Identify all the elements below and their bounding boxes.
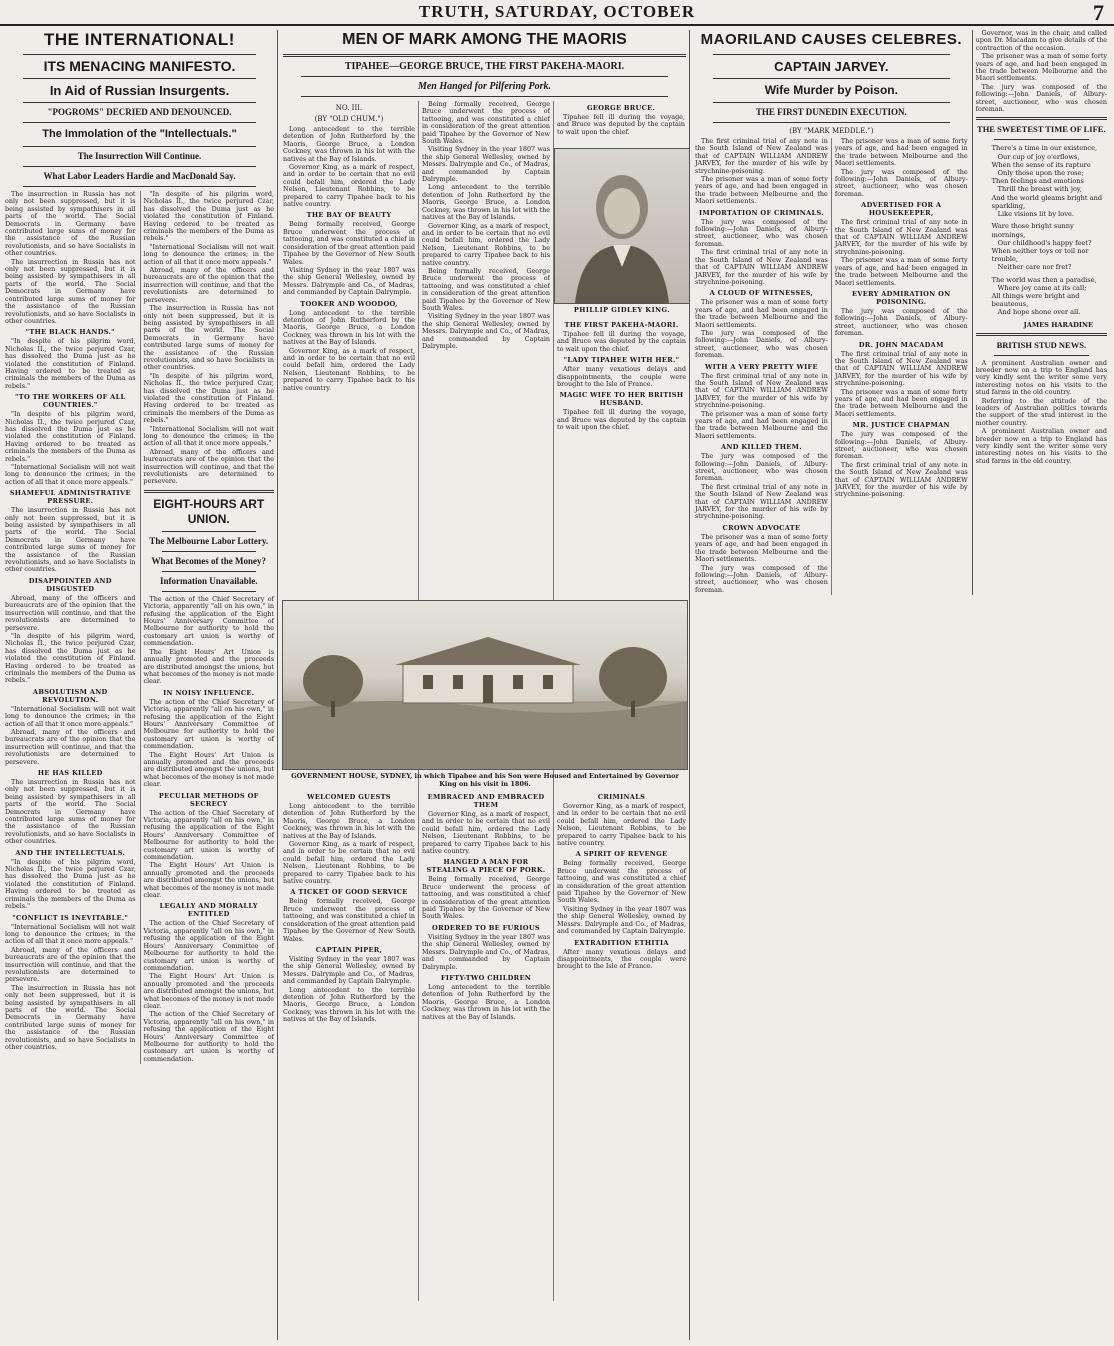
subhead-russian: In Aid of Russian Insurgents. — [49, 83, 230, 98]
paragraph: After many vexatious delays and disappointments, the couple were brought to the Isle of France. — [557, 947, 686, 971]
paragraph: Being formally received, George Bruce underwent the process of tattooing, and was constituted a chief in consideration of the great attention paid Tipahee by the Governor of New South Wales. — [421, 875, 550, 921]
paragraph: Governor King, as a mark of respect, and in order to be certain that no evil could befall him, ordered the Lady Nelson, Lieutenant Robbins, to be prepared to carry Tipahee back to his native country. — [283, 840, 415, 886]
paragraph: The prisoner was a man of some forty years of age, and had been engaged in the trade between Melbourne and the Maori settlements. — [695, 532, 828, 564]
paragraph: Long antecedent to the terrible detention of John Rutherford by the Maoris, George Bruce, a London Cockney, was thrown in his lot with the natives at the Bay of Islands. — [283, 802, 415, 840]
section-heading: ABSOLUTISM AND REVOLUTION. — [32, 687, 108, 704]
paragraph: Long antecedent to the terrible detention of John Rutherford by the Maoris, George Bruce, a London Cockney, was thrown in his lot with the natives at the Bay of Islands. — [283, 985, 415, 1024]
section-heading: CROWN ADVOCATE — [722, 523, 801, 532]
paragraph: Being formally received, George Bruce underwent the process of tattooing, and was constituted a chief in consideration of the great attention paid Tipahee by the Governor of New South Wales. — [557, 859, 686, 905]
section-heading: ADVERTISED FOR A HOUSEKEEPER, — [861, 201, 942, 218]
section-heading: A SPIRIT OF REVENGE — [575, 850, 668, 859]
section-heading: EXTRADITION ETHITIA — [574, 938, 669, 947]
paragraph: "International Socialism will not wait long to denounce the crimes; in the action of all that it once more appeals." — [143, 424, 274, 448]
section-heading: FIFTY-TWO CHILDREN — [440, 973, 532, 982]
section-heading: "CONFLICT IS INEVITABLE." — [12, 913, 129, 922]
series-number: NO. III. — [335, 104, 363, 112]
paragraph: Visiting Sydney in the year 1807 was the ship General Wellesley, owned by Messrs. Dalrymple and Co., of Madras, and commanded by Captain Dalrymple. — [422, 145, 550, 184]
section-heading: CAPTAIN PIPER, — [315, 945, 383, 954]
paragraph: The prisoner was a man of some forty years of age, and had been engaged in the trade between Melbourne and the Maori settlements. — [834, 387, 968, 418]
poem-line: Ware those bright sunny mornings, — [991, 222, 1074, 239]
paragraph: Long antecedent to the terrible detention of John Rutherford by the Maoris, George Bruce, a London Cockney, was thrown in his lot with the natives at the Bay of Islands. — [283, 125, 415, 163]
subhead-money: What Becomes of the Money? — [151, 555, 266, 566]
section-heading: DR. JOHN MACADAM — [858, 340, 944, 349]
newspaper-title: TRUTH, SATURDAY, OCTOBER — [418, 2, 696, 21]
column-international — [2, 30, 278, 1340]
paragraph: The action of the Chief Secretary of Victoria, apparently "all on his own," in refusing the application of the Eight Hours' Anniversary Committee of Melbourne for authority to hold the customary art union is worthy of commendation. — [143, 594, 274, 648]
section-heading: SHAMEFUL ADMINISTRATIVE PRESSURE. — [9, 489, 131, 506]
paragraph: The Eight Hours' Art Union is annually promoted and the proceeds are distributed amongst the unions, but what becomes of the money is not made clear. — [143, 647, 274, 686]
paragraph: The jury was composed of the following:—John Daniels, of Albury-street, auctioneer, who was chosen foreman. — [975, 82, 1107, 114]
paragraph: "International Socialism will not wait long to denounce the crimes; in the action of all that it once more appeals." — [143, 242, 274, 266]
paragraph: "International Socialism will not wait long to denounce the crimes; in the action of all that it once more appeals." — [5, 463, 136, 486]
paragraph: Visiting Sydney in the year 1807 was the ship General Wellesley, owned by Messrs. Dalrymple and Co., of Madras, and commanded by Captain Dalrymple. — [422, 312, 550, 350]
paragraph: The action of the Chief Secretary of Victoria, apparently "all on his own," in refusing the application of the Eight Hours' Anniversary Committee of Melbourne for authority to hold the customary art union is worthy of commendation. — [143, 1010, 274, 1063]
subhead-pork: Men Hanged for Pilfering Pork. — [417, 81, 552, 92]
poem-title: THE SWEETEST TIME OF LIFE. — [977, 124, 1106, 135]
subhead-immolation: The Immolation of the "Intellectuals." — [42, 128, 237, 140]
paragraph: "International Socialism will not wait long to denounce the crimes; in the action of all that it once more appeals." — [5, 704, 136, 728]
paragraph: The first criminal trial of any note in the South Island of New Zealand was that of CAPTAIN WILLIAM ANDREW JARVEY, for the murder of his wife by strychnine-poisoning. — [834, 349, 968, 388]
paragraph: The insurrection in Russia has not only not been suppressed, but it is being assisted by sympathisers in all parts of the world. The Social Democrats in Germany have contributed large sums of money for the assistance of the Russian revolutionists, and so have Socialists in other countries. — [5, 983, 136, 1051]
government-house-engraving — [282, 600, 688, 770]
section-heading: "TO THE WORKERS OF ALL COUNTRIES." — [15, 393, 126, 410]
section-heading: MAGIC WIFE TO HER BRITISH HUSBAND. — [559, 391, 684, 408]
headline-eight-hours: EIGHT-HOURS ART UNION. — [153, 496, 265, 526]
paragraph: The action of the Chief Secretary of Victoria, apparently "all on his own," in refusing the application of the Eight Hours' Anniversary Committee of Melbourne for authority to hold the customary art union is worthy of commendation. — [143, 697, 274, 751]
paragraph: Governor, was in the chair, and called upon Dr. Macadam to give details of the contraction of the occasion. — [975, 30, 1107, 52]
paragraph: The Eight Hours' Art Union is annually promoted and the proceeds are distributed amongst the unions, but what becomes of the money is not made clear. — [143, 861, 274, 900]
paragraph: Tipahee fell ill during the voyage, and Bruce was deputed by the captain to wait upon the chief. — [557, 408, 686, 432]
paragraph: A prominent Australian owner and breeder now on a trip to England has very kindly sent the writer some very interesting notes on his visits to the stud farms in the old country. — [975, 427, 1107, 465]
section-heading: A CLOUD OF WITNESSES, — [709, 289, 814, 298]
paragraph: The action of the Chief Secretary of Victoria, apparently "all on his own," in refusing the application of the Eight Hours' Anniversary Committee of Melbourne for authority to hold the customary art union is worthy of commendation. — [143, 808, 274, 862]
section-heading: IN NOISY INFLUENCE. — [163, 688, 255, 697]
section-heading: THE FIRST PAKEHA-MAORI. — [564, 321, 679, 329]
section-heading: GEORGE BRUCE. — [586, 104, 656, 112]
portrait-icon — [555, 149, 689, 303]
paragraph: The insurrection in Russia has not only not been suppressed, but it is being assisted by sympathisers in all parts of the world. The Social Democrats in Germany have contributed large sums of money for the assistance of the Russian revolutionists, and so have Socialists in other countries. — [5, 257, 136, 325]
section-heading: THE BAY OF BEAUTY — [306, 211, 392, 220]
paragraph: The first criminal trial of any note in the South Island of New Zealand was that of CAPTAIN WILLIAM ANDREW JARVEY, for the murder of his wife by strychnine-poisoning. — [834, 460, 968, 499]
subhead-lottery: The Melbourne Labor Lottery. — [149, 535, 269, 546]
paragraph: Visiting Sydney in the year 1807 was the ship General Wellesley, owned by Messrs. Dalrymple and Co., of Madras, and commanded by Captain Dalrymple. — [557, 904, 686, 936]
poem-author: JAMES HARADINE — [1023, 320, 1093, 329]
paragraph: Governor King, as a mark of respect, and in order to be certain that no evil could befall him, ordered the Lady Nelson, Lieutenant Robbins, to be prepared to carry Tipahee back to his native country. — [283, 163, 415, 209]
paragraph: The insurrection in Russia has not only not been suppressed, but it is being assisted by sympathisers in all parts of the world. The Social Democrats in Germany have contributed large sums of money for the assistance of the Russian revolutionists, and so have Socialists in other countries. — [5, 190, 136, 258]
paragraph: Visiting Sydney in the year 1807 was the ship General Wellesley, owned by Messrs. Dalrymple and Co., of Madras, and commanded by Captain Dalrymple. — [283, 954, 415, 986]
paragraph: A prominent Australian owner and breeder now on a trip to England has very kindly sent the writer some very interesting notes on his visits to the stud farms in the old country. — [975, 358, 1107, 397]
paragraph: The Eight Hours' Art Union is annually promoted and the proceeds are distributed amongst the unions, but what becomes of the money is not made clear. — [143, 972, 274, 1010]
paragraph: Long antecedent to the terrible detention of John Rutherford by the Maoris, George Bruce, a London Cockney, was thrown in his lot with the natives at the Bay of Islands. — [422, 183, 550, 222]
section-heading: TOOKER AND WOODOO, — [300, 299, 398, 308]
poem-line: Only those upon the rose; — [997, 169, 1084, 178]
section-heading: WITH A VERY PRETTY WIFE — [704, 362, 818, 371]
headline-international: THE INTERNATIONAL! — [44, 30, 235, 49]
landscape-icon — [283, 601, 687, 769]
paragraph: "In despite of his pilgrim word, Nicholas II., the twice perjured Czar, has dissolved the Duma just as he violated the constitution of Finland. Having ordered to be treated as criminals the members of the Duma as rebels." — [5, 410, 136, 463]
byline: (BY "OLD CHUM.") — [314, 115, 384, 123]
byline: (BY "MARK MEDDLE.") — [789, 127, 874, 135]
paragraph: Governor King, as a mark of respect, and in order to be certain that no evil could befall him, ordered the Lady Nelson, Lieutenant Robbins, to be prepared to carry Tipahee back to his native country. — [421, 810, 550, 856]
paragraph: "In despite of his pilgrim word, Nicholas II., the twice perjured Czar, has dissolved the Duma just as he violated the constitution of Finland. Having ordered to be treated as criminals the members of the Duma as rebels." — [5, 631, 136, 685]
poem-line: When neither toys or toil nor trouble, — [991, 246, 1089, 264]
poem-line: And the world gleams bright and sparkling, — [991, 193, 1103, 210]
paragraph: "In despite of his pilgrim word, Nicholas II., the twice perjured Czar, has dissolved the Duma just as he violated the constitution of Finland. Having ordered to be treated as criminals the members of the Duma as rebels." — [143, 371, 274, 425]
engraving-caption: GOVERNMENT HOUSE, SYDNEY, in which Tipahee and his Son were Housed and Entertained by Governor King on his visit in 1806. — [291, 772, 679, 788]
poem-line: Like visions lit by love. — [997, 210, 1074, 219]
section-heading: ORDERED TO BE FURIOUS — [432, 923, 540, 932]
section-heading: HE HAS KILLED — [37, 769, 103, 777]
paragraph: The first criminal trial of any note in the South Island of New Zealand was that of CAPTAIN WILLIAM ANDREW JARVEY, for the murder of his wife by strychnine-poisoning. — [695, 371, 828, 410]
paragraph: Long antecedent to the terrible detention of John Rutherford by the Maoris, George Bruce, a London Cockney, was thrown in his lot with the natives at the Bay of Islands. — [283, 308, 415, 347]
column-tipahee-side — [554, 318, 690, 596]
poem-line: And hope shone over all. — [997, 308, 1081, 317]
paragraph: Abroad, many of the officers and bureaucrats are of the opinion that the insurrection will continue, and that the revolutionists are determined to persevere. — [143, 266, 274, 304]
paragraph: "In despite of his pilgrim word, Nicholas II., the twice perjured Czar, has dissolved the Duma just as he violated the constitution of Finland. Having ordered to be treated as criminals the members of the Duma as rebels." — [5, 337, 136, 390]
paragraph: Governor King, as a mark of respect, and in order to be certain that no evil could befall him, ordered the Lady Nelson, Lieutenant Robbins, to be prepared to carry Tipahee back to his native country. — [283, 346, 415, 392]
paragraph: After many vexatious delays and disappointments, the couple were brought to the Isle of France. — [557, 365, 686, 389]
paragraph: The insurrection in Russia has not only not been suppressed, but it is being assisted by sympathisers in all parts of the world. The Social Democrats in Germany have contributed large sums of money for the assistance of the Russian revolutionists, and so have Socialists in other countries. — [5, 778, 136, 846]
paragraph: The insurrection in Russia has not only not been suppressed, but it is being assisted by sympathisers in all parts of the world. The Social Democrats in Germany have contributed large sums of money for the assistance of the Russian revolutionists, and so have Socialists in other countries. — [143, 304, 274, 372]
section-heading: HANGED A MAN FOR STEALING A PIECE OF PORK. — [426, 858, 546, 875]
section-heading: AND KILLED THEM. — [720, 443, 802, 452]
paragraph: The Eight Hours' Art Union is annually promoted and the proceeds are distributed amongst the unions, but what becomes of the money is not made clear. — [143, 750, 274, 789]
masthead — [0, 0, 1114, 26]
section-heading: WELCOMED GUESTS — [307, 793, 391, 801]
paragraph: The insurrection in Russia has not only not been suppressed, but it is being assisted by sympathisers in all parts of the world. The Social Democrats in Germany have contributed large sums of money for the assistance of the Russian revolutionists, and so have Socialists in other countries. — [5, 506, 136, 574]
section-heading: IMPORTATION OF CRIMINALS. — [699, 208, 824, 217]
section-heading: CRIMINALS — [597, 793, 646, 801]
section-heading: DISAPPOINTED AND DISGUSTED — [28, 576, 112, 593]
paragraph: The prisoner was a man of some forty years of age, and had been engaged in the trade between Melbourne and the Maori settlements. — [695, 175, 828, 206]
poem-line: Then feelings and emotions — [991, 177, 1084, 186]
subhead-dunedin: THE FIRST DUNEDIN EXECUTION. — [755, 107, 907, 117]
subhead-insurrection: The Insurrection Will Continue. — [77, 151, 202, 161]
poem-line: Our cup of joy o'erflows, — [997, 152, 1080, 161]
paragraph: The jury was composed of the following:—John Daniels, of Albury-street, auctioneer, who was chosen foreman. — [834, 306, 968, 338]
paragraph: The prisoner was a man of some forty years of age, and had been engaged in the trade between Melbourne and the Maori settlements. — [975, 52, 1107, 83]
paragraph: Abroad, many of the officers and bureaucrats are of the opinion that the insurrection will continue, and that the revolutionists are determined to persevere. — [5, 593, 136, 632]
paragraph: The jury was composed of the following:—John Daniels, of Albury-street, auctioneer, who was chosen foreman. — [695, 217, 828, 248]
section-heading: "LADY TIPAHEE WITH HER." — [563, 356, 680, 365]
headline-maoriland: MAORILAND CAUSES CELEBRES. — [700, 31, 962, 48]
section-heading: EVERY ADMIRATION ON POISONING. — [852, 289, 951, 306]
poem-line: When the sense of its rapture — [991, 160, 1091, 169]
poem-line: All things were bright and beauteous, — [991, 291, 1080, 309]
section-heading: "THE BLACK HANDS." — [25, 328, 115, 337]
paragraph: Being formally received, George Bruce underwent the process of tattooing, and was constituted a chief in consideration of the great attention paid Tipahee by the Governor of New South Wales. — [283, 897, 415, 943]
paragraph: The first criminal trial of any note in the South Island of New Zealand was that of CAPTAIN WILLIAM ANDREW JARVEY, for the murder of his wife by strychnine-poisoning. — [695, 248, 828, 286]
paragraph: Abroad, many of the officers and bureaucrats are of the opinion that the insurrection will continue, and that the revolutionists are determined to persevere. — [143, 447, 274, 486]
paragraph: The jury was composed of the following:—John Daniels, of Albury-street, auctioneer, who was chosen foreman. — [834, 167, 968, 198]
poem-line: Thrill the breast with joy, — [997, 185, 1082, 194]
portrait-engraving — [554, 148, 690, 304]
poem-stanza — [992, 222, 1107, 271]
paragraph: Abroad, many of the officers and bureaucrats are of the opinion that the insurrection will continue, and that the revolutionists are determined to persevere. — [5, 945, 136, 984]
paragraph: Being formally received, George Bruce underwent the process of tattooing, and was constituted a chief in consideration of the great attention paid Tipahee by the Governor of New South Wales. — [283, 220, 415, 266]
paragraph: "In despite of his pilgrim word, Nicholas II., the twice perjured Czar, has dissolved the Duma just as he violated the constitution of Finland. Having ordered to be treated as criminals the members of the Duma as rebels." — [5, 857, 136, 911]
section-heading: AND THE INTELLECTUALS. — [15, 848, 126, 857]
poem-line: Where joy came at its call; — [997, 283, 1087, 292]
paragraph: "International Socialism will not wait long to denounce the crimes; in the action of all that it once more appeals." — [5, 922, 136, 946]
poem-line: There's a time in our existence, — [991, 144, 1098, 153]
paragraph: "In despite of his pilgrim word, Nicholas II., the twice perjured Czar, has dissolved the Duma just as he violated the constitution of Finland. Having ordered to be treated as criminals the members of the Duma as rebels." — [143, 190, 274, 243]
paragraph: The jury was composed of the following:—John Daniels, of Albury-street, auctioneer, who was chosen foreman. — [695, 563, 828, 594]
paragraph: Tipahee fell ill during the voyage, and Bruce was deputed by the captain to wait upon the chief. — [557, 330, 686, 353]
subhead-captain-jarvey: CAPTAIN JARVEY. — [774, 59, 889, 74]
subhead-unavailable: Information Unavailable. — [159, 575, 258, 586]
paragraph: The jury was composed of the following:—John Daniels, of Albury-street, auctioneer, who was chosen foreman. — [695, 452, 828, 483]
paragraph: The action of the Chief Secretary of Victoria, apparently "all on his own," in refusing the application of the Eight Hours' Anniversary Committee of Melbourne for authority to hold the customary art union is worthy of commendation. — [143, 919, 274, 972]
paragraph: The prisoner was a man of some forty years of age, and had been engaged in the trade between Melbourne and the Maori settlements. — [834, 256, 968, 287]
paragraph: The jury was composed of the following:—John Daniels, of Albury-street, auctioneer, who was chosen foreman. — [695, 328, 828, 360]
paragraph: Referring to the attitude of the leaders of Australian politics towards the support of the stud interest in the mother country. — [975, 396, 1107, 427]
paragraph: Being formally received, George Bruce underwent the process of tattooing, and was constituted a chief in consideration of the great attention paid Tipahee by the Governor of New South Wales. — [422, 101, 550, 146]
portrait-caption: PHILLIP GIDLEY KING. — [573, 306, 671, 314]
paragraph: Being formally received, George Bruce underwent the process of tattooing, and was constituted a chief in consideration of the great attention paid Tipahee by the Governor of New South Wales. — [422, 266, 550, 312]
poem-stanza — [992, 276, 1107, 317]
paragraph: Visiting Sydney in the year 1807 was the ship General Wellesley, owned by Messrs. Dalrymple and Co., of Madras, and commanded by Captain Dalrymple. — [283, 265, 415, 297]
subhead-manifesto: ITS MENACING MANIFESTO. — [43, 58, 236, 74]
paragraph: Tipahee fell ill during the voyage, and Bruce was deputed by the captain to wait upon the chief. — [557, 113, 685, 136]
section-heading: A TICKET OF GOOD SERVICE — [290, 888, 408, 897]
headline-men-of-mark: MEN OF MARK AMONG THE MAORIS — [342, 31, 627, 48]
poem-line: Our childhood's happy feet? — [997, 238, 1092, 247]
paragraph: Abroad, many of the officers and bureaucrats are of the opinion that the insurrection will continue, and that the revolutionists are determined to persevere. — [5, 727, 136, 766]
subhead-pogroms: "POGROMS" DECRIED AND DENOUNCED. — [47, 107, 232, 117]
subhead-wife-murder: Wife Murder by Poison. — [764, 83, 898, 97]
paragraph: The jury was composed of the following:—John Daniels, of Albury-street, auctioneer, who was chosen foreman. — [834, 430, 968, 461]
page-number: 7 — [1093, 0, 1104, 25]
poem-line: Neither care nor fret? — [997, 263, 1072, 272]
paragraph: Governor King, as a mark of respect, and in order to be certain that no evil could befall him, ordered the Lady Nelson, Lieutenant Robbins, to be prepared to carry Tipahee back to his native country. — [422, 221, 550, 267]
headline-stud-news: BRITISH STUD NEWS. — [996, 339, 1087, 350]
column-maoriland — [692, 30, 1110, 1340]
section-heading: LEGALLY AND MORALLY ENTITLED — [159, 902, 258, 919]
paragraph: Long antecedent to the terrible detention of John Rutherford by the Maoris, George Bruce, a London Cockney, was thrown in his lot with the natives at the Bay of Islands. — [421, 982, 550, 1021]
column-men-of-mark-continued — [280, 790, 690, 1340]
paragraph: Visiting Sydney in the year 1807 was the ship General Wellesley, owned by Messrs. Dalrymple and Co., of Madras, and commanded by Captain Dalrymple. — [421, 932, 550, 971]
paragraph: The first criminal trial of any note in the South Island of New Zealand was that of CAPTAIN WILLIAM ANDREW JARVEY, for the murder of his wife by strychnine-poisoning. — [695, 482, 828, 521]
paragraph: The first criminal trial of any note in the South Island of New Zealand was that of CAPTAIN WILLIAM ANDREW JARVEY, for the murder of his wife by strychnine-poisoning. — [695, 137, 828, 175]
poem-stanza — [992, 144, 1107, 218]
poem — [976, 144, 1107, 316]
section-heading: MR. JUSTICE CHAPMAN — [852, 421, 950, 430]
paragraph: The first criminal trial of any note in the South Island of New Zealand was that of CAPTAIN WILLIAM ANDREW JARVEY, for the murder of his wife by strychnine-poisoning. — [834, 218, 968, 256]
paragraph: The prisoner was a man of some forty years of age, and had been engaged in the trade between Melbourne and the Maori settlements. — [695, 298, 828, 329]
section-heading: PECULIAR METHODS OF SECRECY — [158, 791, 259, 808]
paragraph: The prisoner was a man of some forty years of age, and had been engaged in the trade between Melbourne and the Maori settlements. — [695, 409, 828, 440]
paragraph: The prisoner was a man of some forty years of age, and had been engaged in the trade between Melbourne and the Maori settlements. — [834, 137, 968, 168]
paragraph: Governor King, as a mark of respect, and in order to be certain that no evil could befall him, ordered the Lady Nelson, Lieutenant Robbins, to be prepared to carry Tipahee back to his native country. — [557, 802, 686, 848]
poem-line: The world was then a paradise, — [991, 275, 1097, 284]
subhead-labor-leaders: What Labor Leaders Hardie and MacDonald Say. — [43, 171, 236, 181]
subhead-tipahee: TIPAHEE—GEORGE BRUCE, THE FIRST PAKEHA-MAORI. — [344, 61, 625, 72]
section-heading: EMBRACED AND EMBRACED THEM — [427, 793, 545, 809]
